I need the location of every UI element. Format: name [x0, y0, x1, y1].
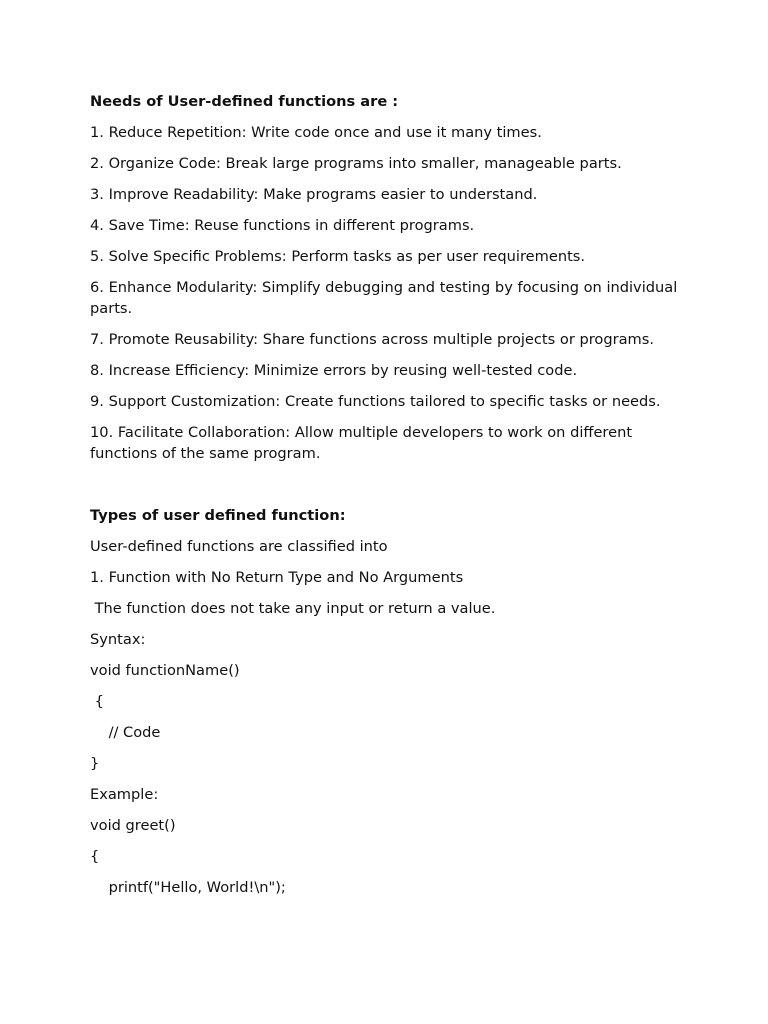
syntax-line-1: void functionName() [90, 662, 240, 679]
needs-item-3: 3. Improve Readability: Make programs easier to understand. [90, 186, 538, 203]
document-page [90, 91, 690, 908]
needs-item-7: 7. Promote Reusability: Share functions across multiple projects or programs. [90, 331, 654, 348]
needs-item-10: 10. Facilitate Collaboration: Allow multiple developers to work on different functions of the same program. [90, 424, 637, 462]
needs-heading: Needs of User-defined functions are : [90, 93, 399, 110]
syntax-line-4: } [90, 755, 100, 772]
syntax-label: Syntax: [90, 631, 146, 648]
types-intro: User-defined functions are classified into [90, 538, 388, 555]
section-gap [90, 474, 690, 505]
syntax-line-3: // Code [90, 724, 161, 741]
needs-item-5: 5. Solve Specific Problems: Perform tasks as per user requirements. [90, 248, 586, 265]
needs-item-6: 6. Enhance Modularity: Simplify debugging and testing by focusing on individual parts. [90, 279, 682, 317]
syntax-line-2: { [90, 693, 104, 710]
needs-item-4: 4. Save Time: Reuse functions in different programs. [90, 217, 475, 234]
example-label: Example: [90, 786, 159, 803]
types-heading: Types of user defined function: [90, 507, 346, 524]
example-line-2: { [90, 848, 100, 865]
type1-description: The function does not take any input or return a value. [90, 600, 496, 617]
needs-item-8: 8. Increase Efficiency: Minimize errors by reusing well-tested code. [90, 362, 578, 379]
needs-item-2: 2. Organize Code: Break large programs into smaller, manageable parts. [90, 155, 622, 172]
needs-item-9: 9. Support Customization: Create functions tailored to specific tasks or needs. [90, 393, 661, 410]
type1-title: 1. Function with No Return Type and No Arguments [90, 569, 464, 586]
example-line-1: void greet() [90, 817, 176, 834]
needs-item-1: 1. Reduce Repetition: Write code once and use it many times. [90, 124, 542, 141]
example-line-3: printf("Hello, World!\n"); [90, 879, 286, 896]
